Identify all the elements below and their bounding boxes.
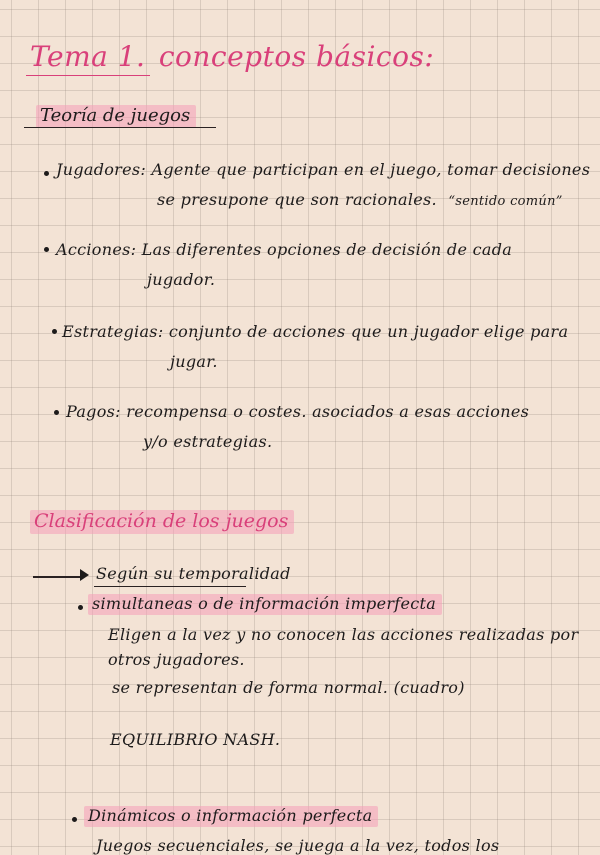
simultaneous-desc-3: se representan de forma normal. (cuadro) — [112, 678, 465, 697]
bullet-icon — [78, 605, 83, 610]
simultaneous-desc-2: otros jugadores. — [108, 650, 245, 669]
simultaneous-desc-1: Eligen a la vez y no conocen las acciones realizadas por — [108, 625, 579, 644]
criterion-underline — [94, 586, 246, 587]
jugadores-quote: “sentido común” — [448, 194, 563, 209]
list-item-acciones-cont: jugador. — [147, 270, 216, 289]
classification-criterion: Según su temporalidad — [96, 564, 291, 583]
jugadores-rational-note: se presupone que son racionales. — [157, 190, 437, 209]
bullet-icon — [54, 410, 59, 415]
arrow-line — [33, 576, 83, 578]
title-topic-number: Tema 1. — [30, 40, 146, 73]
section-heading-classification: Clasificación de los juegos — [30, 510, 294, 534]
sub-item-simultaneous: simultaneas o de información imperfecta — [88, 594, 442, 615]
page-title — [30, 40, 434, 73]
dynamic-desc-1: Juegos secuenciales, se juega a la vez, todos los — [96, 836, 500, 855]
bullet-icon — [44, 247, 49, 252]
list-item-acciones: Acciones: Las diferentes opciones de decisión de cada — [56, 240, 513, 259]
arrow-head-icon — [80, 569, 89, 581]
title-underline — [26, 75, 150, 76]
list-item-pagos-cont: y/o estrategias. — [143, 432, 273, 451]
list-item-jugadores-cont — [157, 190, 563, 209]
title-topic-name: conceptos básicos: — [158, 40, 435, 73]
bullet-icon — [44, 171, 49, 176]
list-item-pagos: Pagos: recompensa o costes. asociados a esas acciones — [66, 402, 530, 421]
bullet-icon — [72, 817, 77, 822]
nash-equilibrium-note: EQUILIBRIO NASH. — [110, 730, 281, 749]
list-item-estrategias: Estrategias: conjunto de acciones que un jugador elige para — [62, 322, 569, 341]
bullet-icon — [52, 329, 57, 334]
section-heading-game-theory: Teoría de juegos — [36, 105, 196, 128]
list-item-jugadores: Jugadores: Agente que participan en el juego, tomar decisiones — [56, 160, 591, 179]
list-item-estrategias-cont: jugar. — [170, 352, 218, 371]
sub-item-dynamic: Dinámicos o información perfecta — [84, 806, 378, 827]
section-heading-underline — [24, 127, 216, 128]
